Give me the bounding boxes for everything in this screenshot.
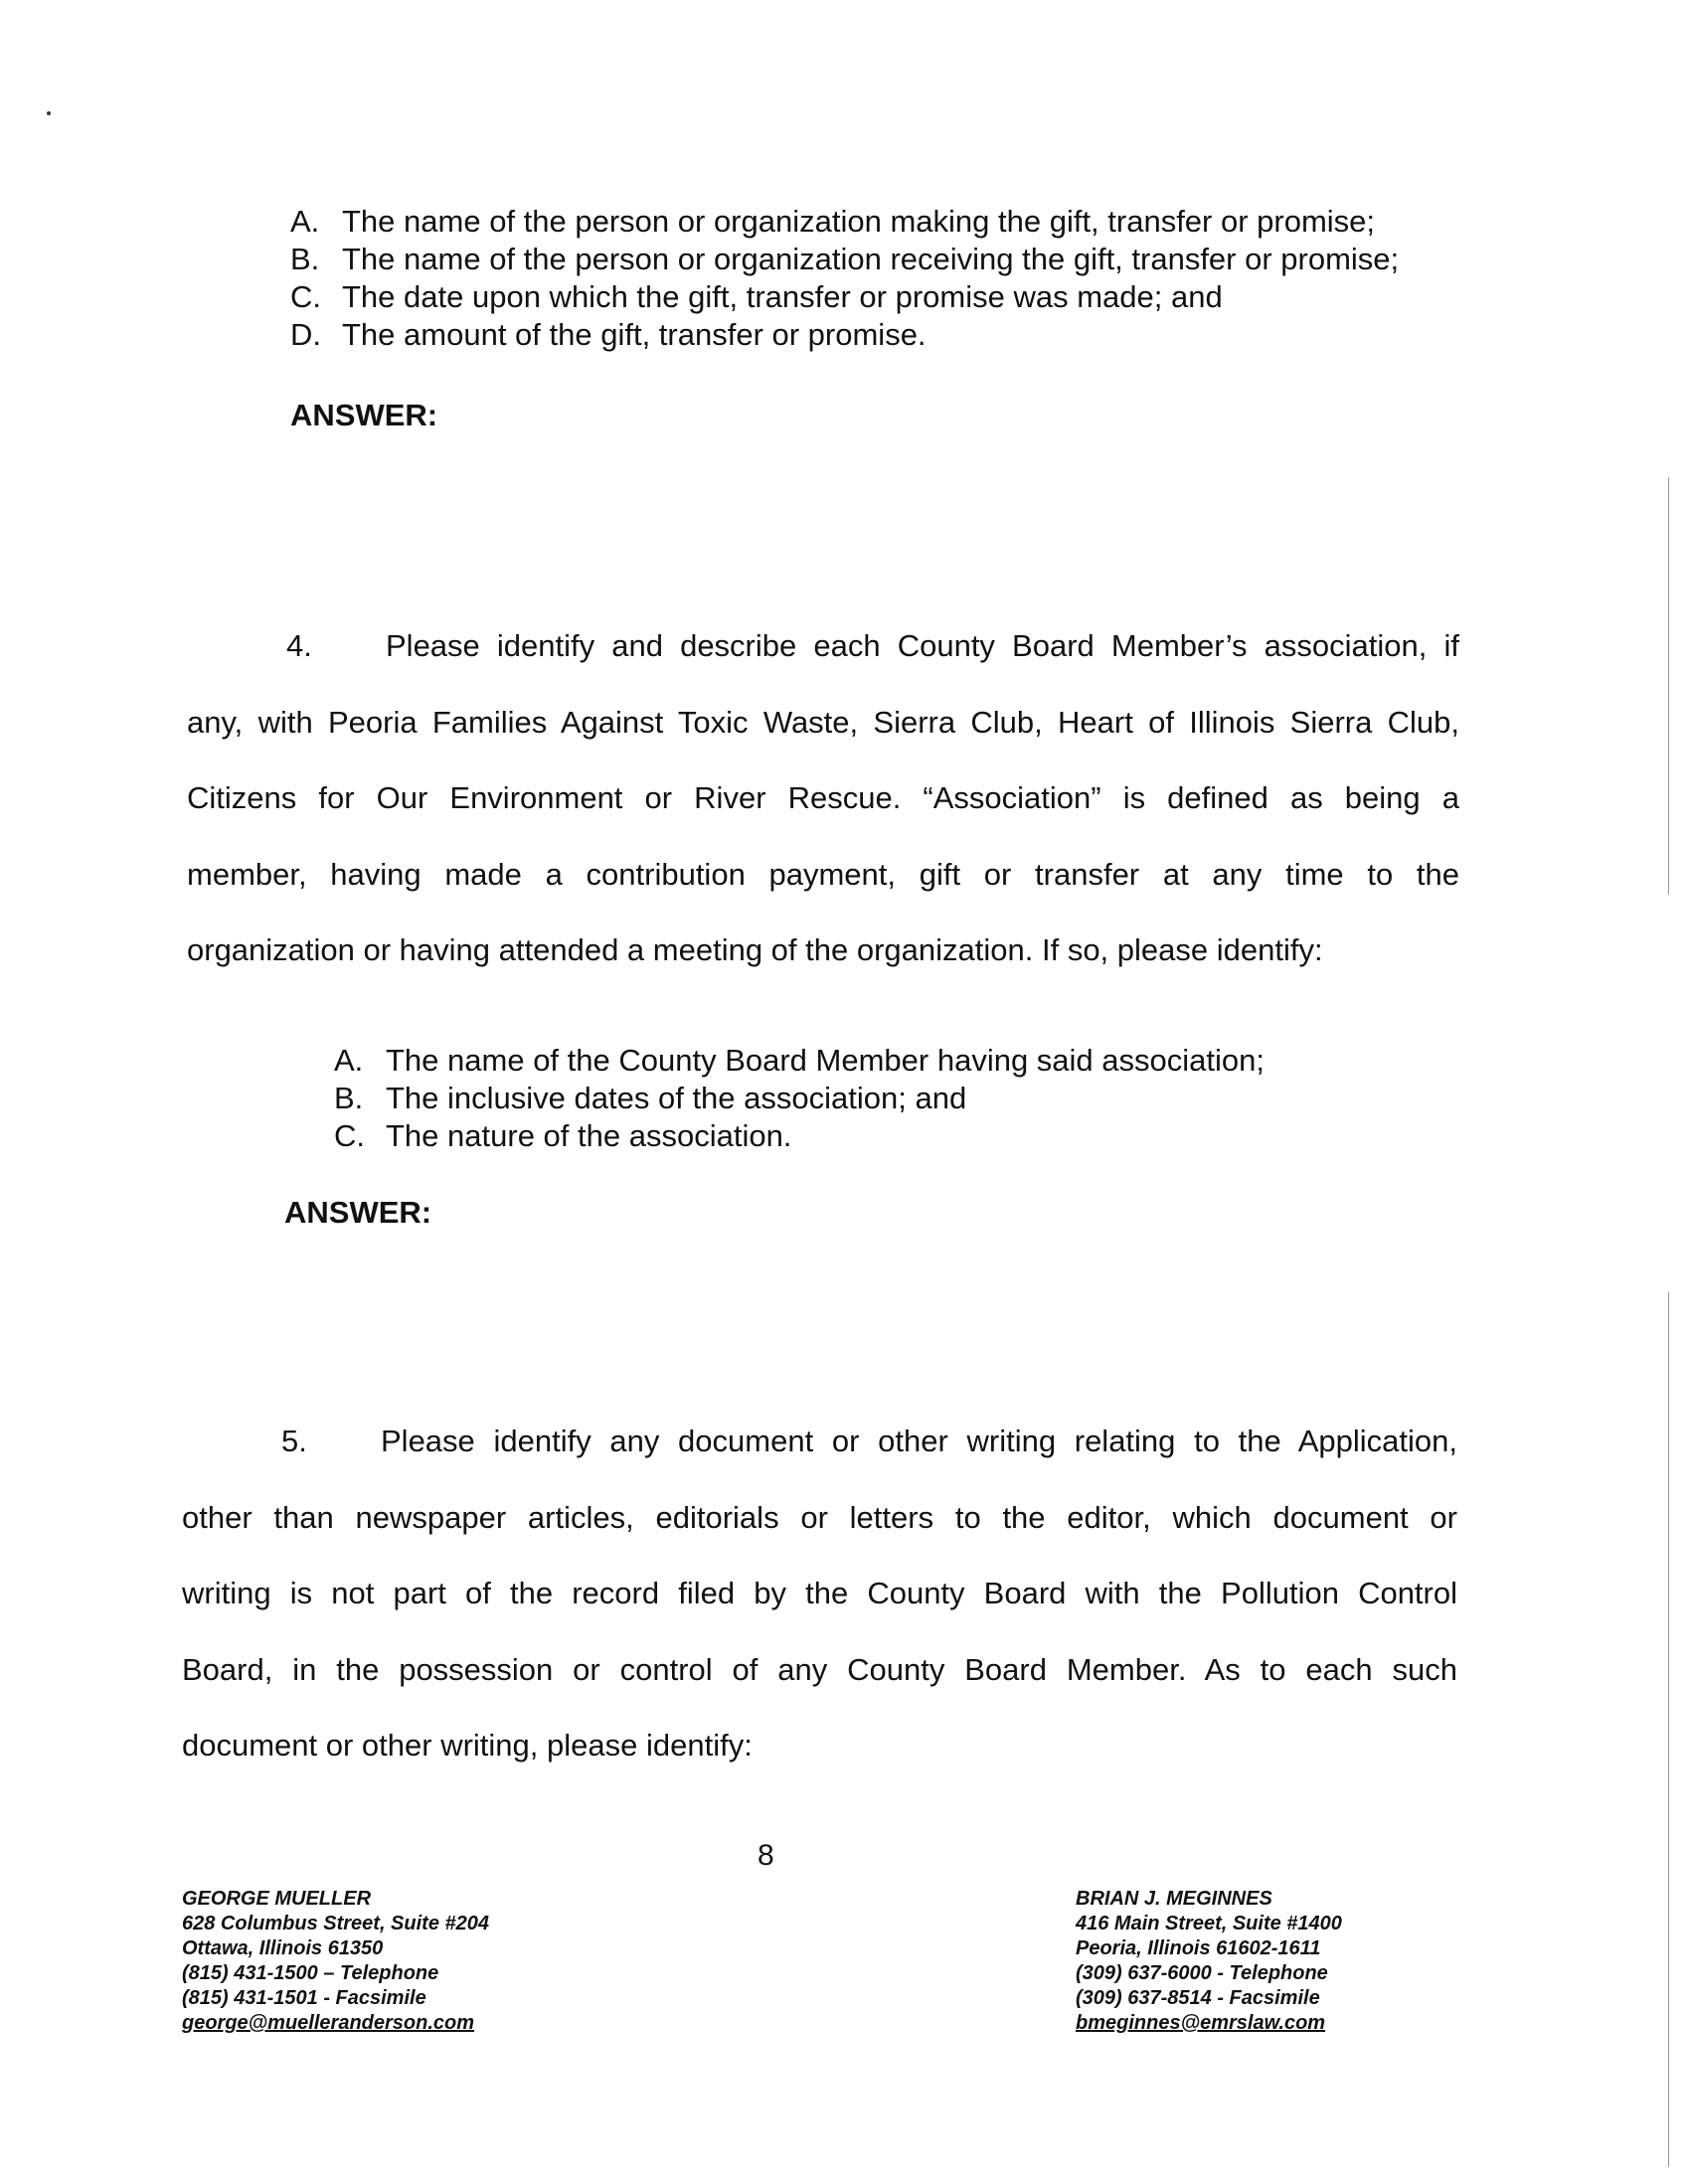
contact-name: BRIAN J. MEGINNES [1076,1888,1272,1910]
paragraph-line: document or other writing, please identify: [182,1728,753,1763]
question-number: 5. [281,1424,307,1458]
footer-left-contact [182,1887,489,2036]
paragraph-line: writing is not part of the record filed by the County Board with the Pollution Control [182,1576,1457,1610]
answer-heading: ANSWER: [290,398,438,432]
page-number: 8 [758,1839,774,1872]
scan-edge-line [1668,1292,1669,2167]
list-item: A. The name of the County Board Member having said association; [334,1043,1265,1078]
question-number: 4. [286,628,312,663]
contact-fax: (815) 431-1501 - Facsimile [182,1987,426,2009]
contact-address: 416 Main Street, Suite #1400 [1076,1913,1342,1934]
scan-edge-line [1668,477,1669,895]
contact-city: Peoria, Illinois 61602-1611 [1076,1937,1321,1959]
paragraph-line: Citizens for Our Environment or River Rescue. “Association” is defined as being a [187,780,1459,815]
list-item: A. The name of the person or organization making the gift, transfer or promise; [290,204,1376,239]
association-details-list [334,1042,1265,1155]
paragraph-line: any, with Peoria Families Against Toxic Waste, Sierra Club, Heart of Illinois Sierra Club, [187,704,1459,740]
paragraph-line: 5. Please identify any document or other writing relating to the Application, [182,1404,1457,1480]
contact-name: GEORGE MUELLER [182,1888,372,1910]
paragraph-line: organization or having attended a meeting of the organization. If so, please identify: [187,932,1323,967]
contact-email-link[interactable]: bmeginnes@emrslaw.com [1076,2012,1326,2034]
contact-fax: (309) 637-8514 - Facsimile [1076,1987,1320,2009]
contact-phone: (815) 431-1500 – Telephone [182,1962,439,1984]
contact-city: Ottawa, Illinois 61350 [182,1937,384,1959]
paragraph-line: other than newspaper articles, editorials or letters to the editor, which document or [182,1499,1457,1535]
list-item: D. The amount of the gift, transfer or promise. [290,317,927,352]
answer-heading: ANSWER: [284,1195,432,1230]
question-5-paragraph [182,1404,1457,1784]
question-4-paragraph [187,608,1459,989]
list-item: B. The inclusive dates of the association; and [334,1081,967,1115]
scan-artifact-dot [47,111,51,115]
contact-email-link[interactable]: george@muelleranderson.com [182,2012,475,2034]
contact-address: 628 Columbus Street, Suite #204 [182,1913,490,1934]
gift-details-list [290,203,1399,354]
list-item: C. The date upon which the gift, transfer or promise was made; and [290,279,1223,314]
list-item: B. The name of the person or organization receiving the gift, transfer or promise; [290,242,1400,276]
footer-right-contact [1076,1887,1342,2036]
paragraph-line: 4. Please identify and describe each County Board Member’s association, if [187,608,1459,685]
paragraph-line: Board, in the possession or control of any County Board Member. As to each such [182,1651,1457,1687]
paragraph-line: member, having made a contribution payment, gift or transfer at any time to the [187,856,1459,892]
contact-phone: (309) 637-6000 - Telephone [1076,1962,1328,1984]
list-item: C. The nature of the association. [334,1118,792,1153]
